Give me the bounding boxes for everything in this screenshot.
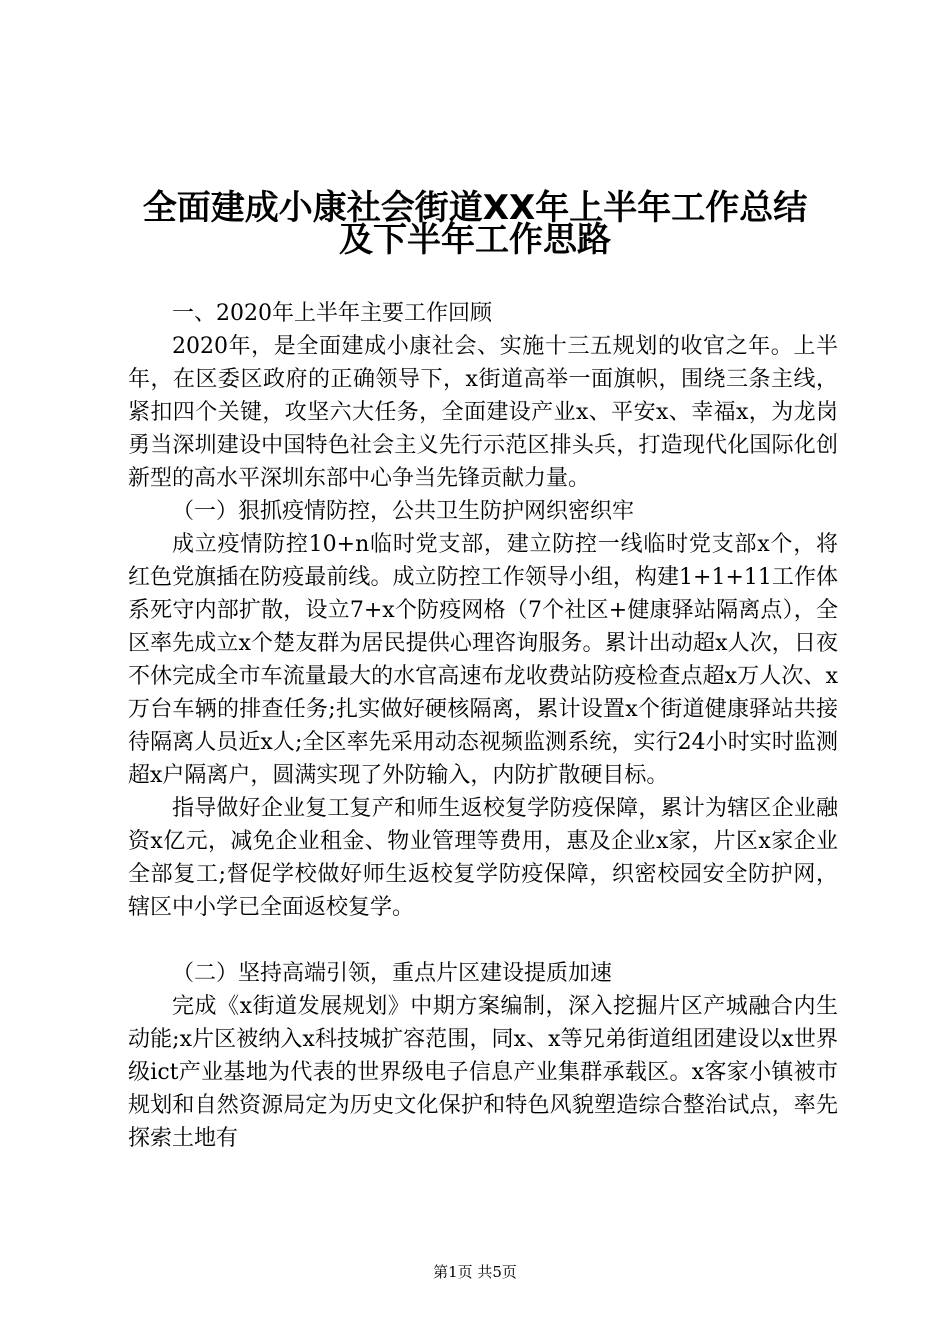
paragraph-resumption: 指导做好企业复工复产和师生返校复学防疫保障，累计为辖区企业融资x亿元，减免企业租金、物业管理等费用，惠及企业x家，片区x家企业全部复工;督促学校做好师生返校复学防疫保障，织密校园安全防护网，辖区中小学已全面返校复学。 [128,796,838,920]
subsection-heading-1: （一）狠抓疫情防控，公共卫生防护网织密织牢 [172,499,635,524]
subsection-heading-2: （二）坚持高端引领，重点片区建设提质加速 [172,961,613,986]
section-heading-1: 一、2020年上半年主要工作回顾 [172,301,492,326]
document-title-line-2: 及下半年工作思路 [339,220,611,260]
page-footer: 第1页 共5页 [433,1263,517,1281]
paragraph-planning: 完成《x街道发展规划》中期方案编制，深入挖掘片区产城融合内生动能;x片区被纳入x科技城扩容范围，同x、x等兄弟街道组团建设以x世界级ict产业基地为代表的世界级电子信息产业集群承载区。x客家小镇被市规划和自然资源局定为历史文化保护和特色风貌塑造综合整治试点，率先探索土地有 [128,994,838,1151]
paragraph-intro: 2020年，是全面建成小康社会、实施十三五规划的收官之年。上半年，在区委区政府的正确领导下，x街道高举一面旗帜，围绕三条主线，紧扣四个关键，攻坚六大任务，全面建设产业x、平安x、幸福x，为龙岗勇当深圳建设中国特色社会主义先行示范区排头兵，打造现代化国际化创新型的高水平深圳东部中心争当先锋贡献力量。 [128,334,838,491]
document-title-line-1: 全面建成小康社会街道XX年上半年工作总结 [142,188,808,228]
document-body [128,297,838,1155]
paragraph-epidemic-control: 成立疫情防控10+n临时党支部，建立防控一线临时党支部x个，将红色党旗插在防疫最前线。成立防控工作领导小组，构建1+1+11工作体系死守内部扩散，设立7+x个防疫网格（7个社区+健康驿站隔离点），全区率先成立x个楚友群为居民提供心理咨询服务。累计出动超x人次，日夜不休完成全市车流量最大的水官高速布龙收费站防疫检查点超x万人次、x万台车辆的排查任务;扎实做好硬核隔离，累计设置x个街道健康驿站共接待隔离人员近x人;全区率先采用动态视频监测系统，实行24小时实时监测超x户隔离户，圆满实现了外防输入，内防扩散硬目标。 [128,532,838,788]
